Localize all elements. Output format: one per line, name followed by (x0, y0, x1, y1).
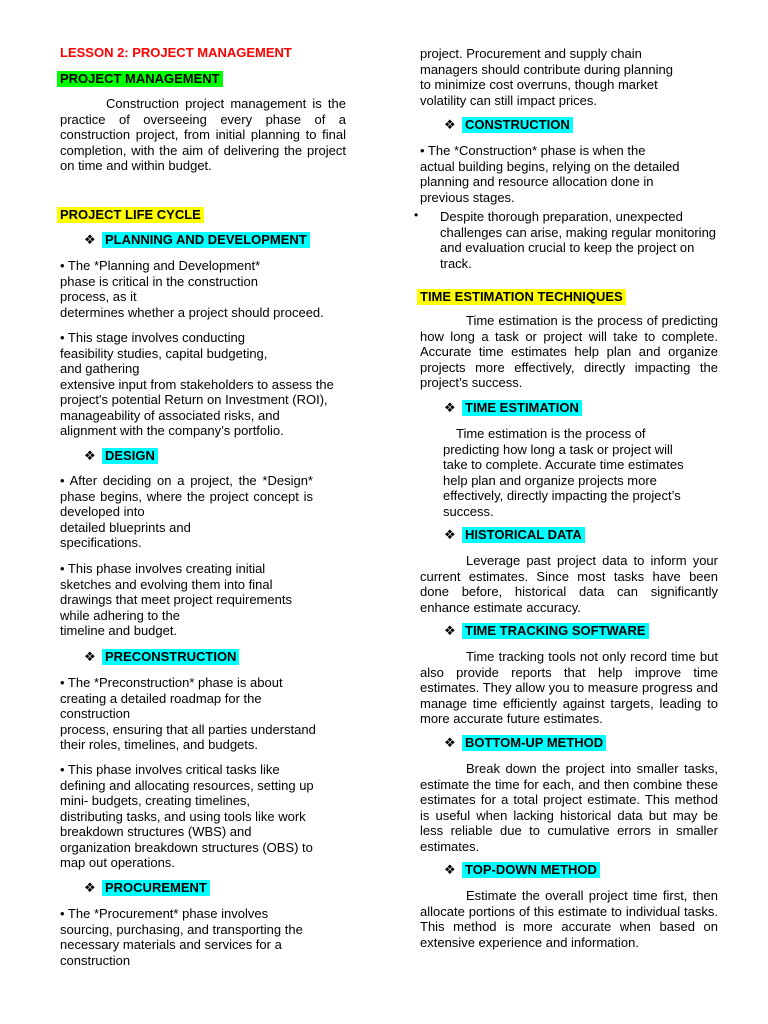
text-line: process, ensuring that all parties understand (60, 721, 316, 737)
text-line: • The *Planning and Development* (60, 258, 261, 273)
text-line: defining and allocating resources, setting up (60, 777, 314, 793)
preconstruction-heading: PRECONSTRUCTION (102, 649, 239, 665)
text-line: while adhering to the (60, 607, 180, 623)
top-down-method-body: Estimate the overall project time first, then allocate portions of this estimate to individual tasks. This method is more accurate when based on extensive experience and information. (420, 888, 718, 950)
planning-bullet-2 (60, 330, 360, 439)
text-line: construction (60, 952, 131, 968)
time-estimation-body (443, 426, 723, 519)
text-line: their roles, timelines, and budgets. (60, 737, 258, 752)
diamond-bullet-icon: ❖ (444, 862, 456, 877)
text-line: project's potential Return on Investment (ROI), (60, 392, 328, 407)
text-line: to minimize cost overruns, though market (420, 77, 658, 92)
diamond-bullet-icon: ❖ (444, 400, 456, 415)
bottom-up-method-heading: BOTTOM-UP METHOD (462, 735, 606, 751)
historical-data-heading: HISTORICAL DATA (462, 527, 585, 543)
text-line: feasibility studies, capital budgeting, (60, 345, 268, 361)
text-line: success. (443, 503, 494, 519)
text-line: mini- budgets, creating timelines, (60, 793, 251, 808)
design-heading: DESIGN (102, 448, 158, 464)
text-line: volatility can still impact prices. (420, 92, 597, 108)
text-line: • The *Preconstruction* phase is about (60, 675, 283, 690)
construction-bullet-2: Despite thorough preparation, unexpected challenges can arise, making regular monitoring and evaluation crucial to keep the project on track. (440, 209, 717, 271)
procurement-continued (420, 46, 720, 108)
text-line: • This phase involves creating initial (60, 561, 266, 576)
text-line: take to complete. Accurate time estimates (443, 457, 684, 472)
text-line: distributing tasks, and using tools like work (60, 808, 306, 824)
text-line: breakdown structures (WBS) and (60, 824, 252, 839)
text-line: timeline and budget. (60, 623, 178, 638)
text-line: Time estimation is the process of (456, 426, 646, 441)
text-line: and gathering (60, 361, 140, 376)
text-line: • The *Construction* phase is when the (420, 143, 646, 158)
text-line: previous stages. (420, 189, 515, 205)
text-line: sketches and evolving them into final (60, 576, 273, 592)
planning-development-heading: PLANNING AND DEVELOPMENT (102, 232, 310, 248)
diamond-bullet-icon: ❖ (444, 527, 456, 542)
design-bullet-2 (60, 561, 350, 639)
construction-heading: CONSTRUCTION (462, 117, 573, 133)
text-line: phase is critical in the construction (60, 273, 258, 289)
time-tracking-software-heading: TIME TRACKING SOFTWARE (462, 623, 649, 639)
procurement-heading: PROCUREMENT (102, 880, 210, 896)
preconstruction-bullet-1 (60, 675, 360, 753)
diamond-bullet-icon: ❖ (84, 649, 96, 664)
text-line: map out operations. (60, 855, 175, 870)
text-line: creating a detailed roadmap for the (60, 690, 262, 706)
text-line: construction (60, 706, 131, 721)
time-estimation-techniques-body: Time estimation is the process of predicting how long a task or project will take to complete. Accurate time estimates help plan and organize projects more effectively, directly impacting the project’s success. (420, 313, 718, 390)
text-line: • This phase involves critical tasks like (60, 762, 280, 777)
procurement-bullet-1 (60, 906, 360, 968)
text-line: specifications. (60, 535, 142, 550)
time-estimation-heading: TIME ESTIMATION (462, 400, 582, 416)
text-line: predicting how long a task or project will (443, 441, 673, 457)
preconstruction-bullet-2 (60, 762, 360, 871)
text-line: effectively, directly impacting the project’s (443, 488, 681, 503)
diamond-bullet-icon: ❖ (444, 117, 456, 132)
project-management-heading: PROJECT MANAGEMENT (57, 71, 223, 87)
bottom-up-method-body: Break down the project into smaller tasks, estimate the time for each, and then combine these estimates for a total project estimate. This method is useful when lacking historical data but may be less reliable due to cumulative errors in smaller estimates. (420, 761, 718, 854)
bullet-dot-icon: • (414, 208, 419, 222)
historical-data-body: Leverage past project data to inform your current estimates. Since most tasks have been done before, historical data can significantly enhance estimate accuracy. (420, 553, 718, 615)
project-life-cycle-heading: PROJECT LIFE CYCLE (57, 207, 204, 223)
diamond-bullet-icon: ❖ (84, 880, 96, 895)
text-line: alignment with the company’s portfolio. (60, 423, 284, 438)
top-down-method-heading: TOP-DOWN METHOD (462, 862, 600, 878)
text-line: • This stage involves conducting (60, 330, 245, 345)
text-line: detailed blueprints and (60, 519, 191, 535)
text-line: drawings that meet project requirements (60, 592, 292, 607)
diamond-bullet-icon: ❖ (444, 623, 456, 638)
text-line: process, as it (60, 289, 137, 304)
time-tracking-software-body: Time tracking tools not only record time but also provide reports that help improve time estimates. They allow you to measure progress and manage time efficiently against targets, leading to more accurate future estimates. (420, 649, 718, 726)
text-line: sourcing, purchasing, and transporting the (60, 921, 303, 937)
text-line: organization breakdown structures (OBS) to (60, 839, 313, 855)
project-management-body: Construction project management is the practice of overseeing every phase of a construction project, from initial planning to final completion, with the aim of delivering the project on time and within budget. (60, 96, 346, 173)
text-line: actual building begins, relying on the detailed (420, 158, 680, 174)
diamond-bullet-icon: ❖ (84, 448, 96, 463)
time-estimation-techniques-heading: TIME ESTIMATION TECHNIQUES (417, 289, 626, 305)
text-line: managers should contribute during planning (420, 61, 673, 77)
diamond-bullet-icon: ❖ (84, 232, 96, 247)
text-line: extensive input from stakeholders to assess the (60, 376, 334, 392)
text-line: manageability of associated risks, and (60, 407, 280, 423)
construction-bullet-1 (420, 143, 720, 205)
design-bullet-1 (60, 473, 313, 551)
text-line: determines whether a project should proceed. (60, 304, 324, 320)
text-line: planning and resource allocation done in (420, 174, 654, 189)
text-justified: • After deciding on a project, the *Design* phase begins, where the project concept is developed into (60, 473, 313, 519)
diamond-bullet-icon: ❖ (444, 735, 456, 750)
lesson-title: LESSON 2: PROJECT MANAGEMENT (60, 45, 292, 60)
text-line: • The *Procurement* phase involves (60, 906, 269, 921)
text-line: project. Procurement and supply chain (420, 46, 642, 61)
text-line: help plan and organize projects more (443, 472, 657, 488)
text-line: necessary materials and services for a (60, 937, 282, 952)
planning-bullet-1 (60, 258, 350, 320)
